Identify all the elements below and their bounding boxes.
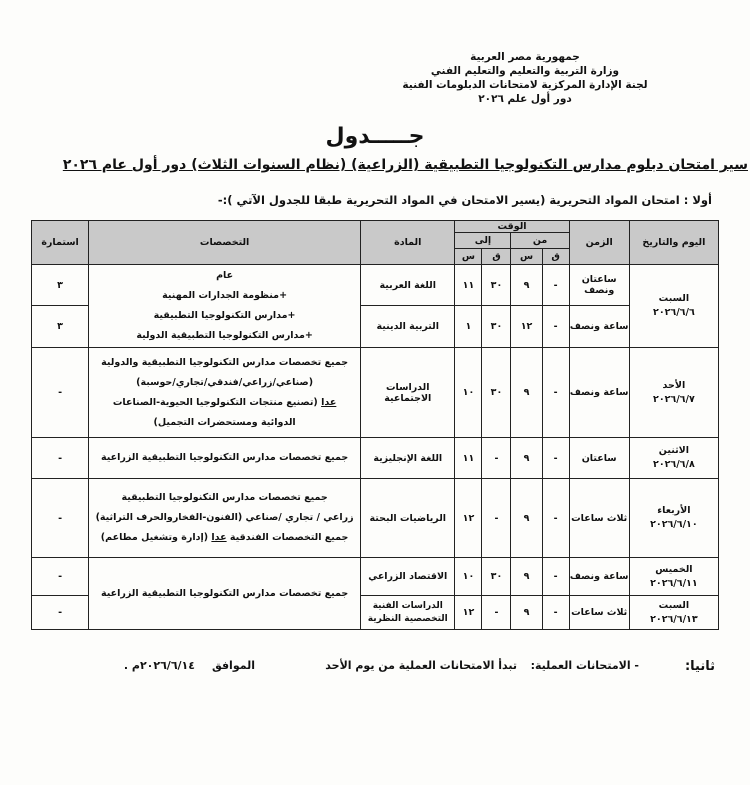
header-to-minute: ق [482, 249, 511, 265]
day-cell: الأحد ٢٠٢٦/٦/٧ [629, 348, 718, 438]
form-cell: - [32, 479, 89, 558]
to-minute-cell: - [482, 479, 511, 558]
to-hour-cell: ١٠ [455, 348, 482, 438]
header-form: استمارة [32, 221, 89, 265]
day-cell: الاثنين ٢٠٢٦/٦/٨ [629, 438, 718, 479]
exam-schedule-table [31, 220, 719, 630]
duration-cell: ساعتان ونصف [569, 265, 629, 306]
form-cell: ٣ [32, 265, 89, 306]
duration-cell: ساعة ونصف [569, 348, 629, 438]
to-hour-cell: ١٢ [455, 479, 482, 558]
except-word: عدا [211, 532, 227, 543]
from-minute-cell: - [542, 479, 569, 558]
from-hour-cell: ٩ [511, 348, 542, 438]
to-minute-cell: ٣٠ [482, 265, 511, 306]
subject-cell: الدراسات الاجتماعية [361, 348, 455, 438]
subject-cell: اللغة العربية [361, 265, 455, 306]
header-to: إلى [455, 233, 511, 249]
to-minute-cell: - [482, 596, 511, 630]
header-from-minute: ق [542, 249, 569, 265]
section-2-label: ثانيا: [684, 659, 715, 674]
day-cell: الخميس ٢٠٢٦/٦/١١ [629, 558, 718, 596]
from-minute-cell: - [542, 265, 569, 306]
to-hour-cell: ١٠ [455, 558, 482, 596]
document-title: جـــــدول [325, 124, 425, 149]
from-hour-cell: ٩ [511, 265, 542, 306]
to-minute-cell: ٣٠ [482, 306, 511, 348]
header-specializations: التخصصات [89, 221, 361, 265]
from-minute-cell: - [542, 306, 569, 348]
table-row [32, 558, 719, 596]
specializations-cell: جميع تخصصات مدارس التكنولوجيا التطبيقية زراعي / تجاري /صناعي (الفنون-الفخاروالحرف التراثية) جميع التخصصات الفندقية عدا (إدارة وتشغيل مطاعم) [89, 479, 361, 558]
header-from: من [511, 233, 569, 249]
duration-cell: ساعتان [569, 438, 629, 479]
practical-exams-text: تبدأ الامتحانات العملية من يوم الأحد [325, 659, 517, 672]
from-minute-cell: - [542, 558, 569, 596]
table-row [32, 265, 719, 306]
from-hour-cell: ٩ [511, 479, 542, 558]
from-minute-cell: - [542, 596, 569, 630]
form-cell: ٣ [32, 306, 89, 348]
specializations-cell: جميع تخصصات مدارس التكنولوجيا التطبيقية الزراعية [89, 558, 361, 630]
header-subject: المادة [361, 221, 455, 265]
specializations-cell: جميع تخصصات مدارس التكنولوجيا التطبيقية والدولية (صناعي/زراعي/فندقي/تجاري/حوسبة) عدا (تصنيع منتجات التكنولوجيا الحيوية-الصناعات الدوائية ومستحضرات التجميل) [89, 348, 361, 438]
form-cell: - [32, 438, 89, 479]
specializations-cell: جميع تخصصات مدارس التكنولوجيا التطبيقية الزراعية [89, 438, 361, 479]
form-cell: - [32, 348, 89, 438]
ministry-header [395, 50, 655, 106]
day-cell: السبت ٢٠٢٦/٦/١٣ [629, 596, 718, 630]
from-minute-cell: - [542, 438, 569, 479]
practical-exams-note [40, 659, 715, 681]
practical-exams-date: ٢٠٢٦/٦/١٤م . [123, 659, 195, 672]
from-hour-cell: ٩ [511, 438, 542, 479]
table-row [32, 348, 719, 438]
table-header [32, 221, 719, 265]
section-written-exams: أولا : امتحان المواد التحريرية (يسير الامتحان في المواد التحريرية طبقا للجدول الآتي ):- [217, 193, 712, 207]
table-row [32, 479, 719, 558]
to-hour-cell: ١١ [455, 438, 482, 479]
header-duration: الزمن [569, 221, 629, 265]
header-time: الوقت [455, 221, 569, 233]
practical-exams-label: - الامتحانات العملية: [530, 659, 639, 672]
day-cell: السبت ٢٠٢٦/٦/٦ [629, 265, 718, 348]
corresponding-label: الموافق [211, 659, 255, 672]
to-minute-cell: ٣٠ [482, 558, 511, 596]
header-line-ministry: وزارة التربية والتعليم والتعليم الفني [430, 65, 620, 77]
header-to-hour: س [455, 249, 482, 265]
header-from-hour: س [511, 249, 542, 265]
form-cell: - [32, 558, 89, 596]
header-line-session: دور أول علم ٢٠٢٦ [478, 93, 572, 105]
subject-cell: الاقتصاد الزراعي [361, 558, 455, 596]
duration-cell: ساعة ونصف [569, 558, 629, 596]
from-hour-cell: ١٢ [511, 306, 542, 348]
from-minute-cell: - [542, 348, 569, 438]
subject-cell: التربية الدينية [361, 306, 455, 348]
table-row [32, 438, 719, 479]
header-line-committee: لجنة الإدارة المركزية لامتحانات الدبلومات الفنية [402, 79, 648, 91]
to-hour-cell: ١ [455, 306, 482, 348]
duration-cell: ثلاث ساعات [569, 479, 629, 558]
subject-cell: اللغة الإنجليزية [361, 438, 455, 479]
header-line-country: جمهورية مصر العربية [470, 51, 580, 63]
to-hour-cell: ١١ [455, 265, 482, 306]
day-cell: الأربعاء ٢٠٢٦/٦/١٠ [629, 479, 718, 558]
to-minute-cell: ٣٠ [482, 348, 511, 438]
from-hour-cell: ٩ [511, 596, 542, 630]
subject-cell: الرياضيات البحتة [361, 479, 455, 558]
form-cell: - [32, 596, 89, 630]
to-minute-cell: - [482, 438, 511, 479]
document-subtitle: سير امتحان دبلوم مدارس التكنولوجيا التطبيقية (الزراعية) (نظام السنوات الثلاث) دور أول عام ٢٠٢٦ [62, 157, 748, 173]
subject-cell: الدراسات الفنية التخصصية النظرية [361, 596, 455, 630]
duration-cell: ثلاث ساعات [569, 596, 629, 630]
header-day-date: اليوم والتاريخ [629, 221, 718, 265]
except-word: عدا [321, 396, 337, 408]
duration-cell: ساعة ونصف [569, 306, 629, 348]
from-hour-cell: ٩ [511, 558, 542, 596]
to-hour-cell: ١٢ [455, 596, 482, 630]
specializations-cell: عام +منظومة الجدارات المهنية +مدارس التكنولوجيا التطبيقية +مدارس التكنولوجيا التطبيقية الدولية [89, 265, 361, 348]
